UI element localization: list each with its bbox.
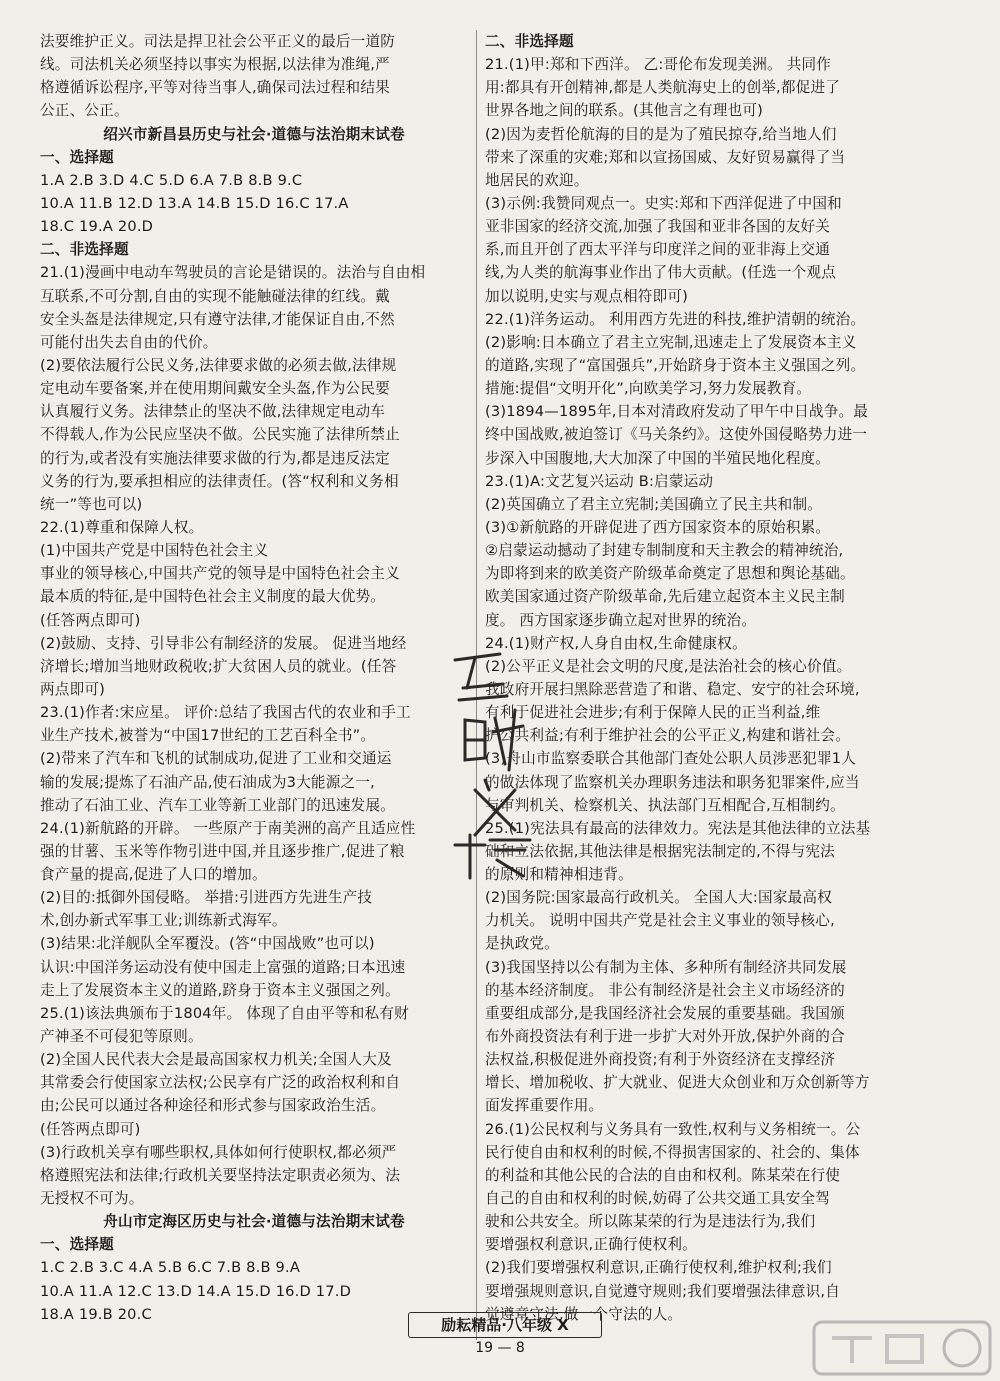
text-line: 欧美国家通过资产阶级革命,先后建立起资本主义民主制 — [485, 588, 845, 606]
text-line: 22.(1)洋务运动。 利用西方先进的科技,维护清朝的统治。 — [485, 310, 866, 328]
text-line: 与审判机关、检察机关、执法部门互相配合,互相制约。 — [485, 796, 845, 814]
handwritten-annotation-icon — [445, 640, 545, 880]
text-line: (2)鼓励、支持、引导非公有制经济的发展。 促进当地经 — [40, 634, 407, 652]
text-line: 觉遵章守法,做一个守法的人。 — [485, 1305, 683, 1323]
text-line: 业生产技术,被誉为“中国17世纪的工艺百科全书”。 — [40, 727, 376, 745]
section-heading: 一、选择题 — [40, 1236, 114, 1254]
text-line: 系,而且开创了西太平洋与印度洋之间的亚非海上交通 — [485, 241, 831, 259]
text-line: (2)国务院:国家最高行政机关。 全国人大:国家最高权 — [485, 889, 833, 907]
text-line: (2)因为麦哲伦航海的目的是为了殖民掠夺,给当地人们 — [485, 125, 837, 143]
text-line: 强的甘薯、玉米等作物引进中国,并且逐步推广,促进了粮 — [40, 842, 405, 860]
text-line: 要增强规则意识,自觉遵守规则;我们要增强法律意识,自 — [485, 1282, 841, 1300]
text-line: 推动了石油工业、汽车工业等新工业部门的迅速发展。 — [40, 796, 396, 814]
watermark-logo-icon — [812, 1318, 992, 1378]
right-column — [485, 30, 925, 1326]
text-line: 1.C 2.B 3.C 4.A 5.B 6.C 7.B 8.B 9.A — [40, 1259, 301, 1277]
text-line: 护公共利益;有利于维护社会的公平正义,构建和谐社会。 — [485, 727, 851, 745]
text-line: 布外商投资法有利于进一步扩大对外开放,保护外商的合 — [485, 1028, 845, 1046]
text-line: (2)公平正义是社会文明的尺度,是法治社会的核心价值。 — [485, 657, 852, 675]
text-line: 线。司法机关必须坚持以事实为根据,以法律为准绳,严 — [40, 56, 390, 74]
text-line: 民行使自由和权利的时候,不得损害国家的、社会的、集体 — [485, 1143, 860, 1161]
text-line: 24.(1)新航路的开辟。 一些原产于南美洲的高产且适应性 — [40, 819, 416, 837]
text-line: 10.A 11.A 12.C 13.D 14.A 15.D 16.D 17.D — [40, 1282, 352, 1300]
text-line: ②启蒙运动撼动了封建专制制度和天主教会的精神统治, — [485, 542, 844, 560]
text-line: 两点即可) — [40, 680, 106, 698]
exam-title: 绍兴市新昌县历史与社会·道德与法治期末试卷 — [103, 125, 405, 143]
text-line: 格遵循诉讼程序,平等对待当事人,确保司法过程和结果 — [40, 79, 390, 97]
text-line: 21.(1)漫画中电动车驾驶员的言论是错误的。法治与自由相 — [40, 264, 426, 282]
text-line: 面发挥重要作用。 — [485, 1097, 604, 1115]
text-line: 产神圣不可侵犯等原则。 — [40, 1028, 203, 1046]
text-line: 走上了发展资本主义的道路,跻身于资本主义强国之列。 — [40, 981, 400, 999]
text-line: 25.(1)该法典颁布于1804年。 体现了自由平等和私有财 — [40, 1004, 409, 1022]
section-heading: 二、非选择题 — [485, 33, 574, 50]
page-number: 19 — 8 — [475, 1340, 525, 1356]
text-line: 术,创办新式军事工业;训练新式海军。 — [40, 912, 287, 930]
text-line: (3)示例:我赞同观点一。史实:郑和下西洋促进了中国和 — [485, 194, 842, 212]
text-line: 有利于促进社会进步;有利于保障人民的正当利益,维 — [485, 704, 821, 722]
text-line: 济增长;增加当地财政税收;扩大贫困人员的就业。(任答 — [40, 657, 397, 675]
text-line: (2)影响:日本确立了君主立宪制,迅速走上了发展资本主义 — [485, 333, 857, 351]
text-line: 的基本经济制度。 非公有制经济是社会主义市场经济的 — [485, 981, 845, 999]
text-line: 可能付出失去自由的代价。 — [40, 333, 218, 351]
text-line: 22.(1)尊重和保障人权。 — [40, 518, 204, 536]
text-line: 为即将到来的欧美资产阶级革命奠定了思想和舆论基础。 — [485, 565, 855, 583]
text-line: (2)我们要增强权利意识,正确行使权利,维护权利;我们 — [485, 1259, 832, 1277]
series-label: 励耘精品·八年级 X — [408, 1312, 602, 1338]
text-line: 加以说明,史实与观点相符即可) — [485, 287, 689, 305]
text-line: 最本质的特征,是中国特色社会主义制度的最大优势。 — [40, 588, 386, 606]
text-line: 认识:中国洋务运动没有使中国走上富强的道路;日本迅速 — [40, 958, 406, 976]
exam-title: 舟山市定海区历史与社会·道德与法治期末试卷 — [103, 1213, 405, 1231]
text-line: (2)全国人民代表大会是最高国家权力机关;全国人大及 — [40, 1051, 392, 1069]
text-line: (2)带来了汽车和飞机的试制成功,促进了工业和交通运 — [40, 750, 392, 768]
text-line: 事业的领导核心,中国共产党的领导是中国特色社会主义 — [40, 565, 400, 583]
text-line: 10.A 11.B 12.D 13.A 14.B 15.D 16.C 17.A — [40, 194, 349, 212]
text-line: 18.C 19.A 20.D — [40, 218, 154, 236]
text-line: 公正、公正。 — [40, 102, 129, 120]
text-line: 21.(1)甲:郑和下西洋。 乙:哥伦布发现美洲。 共同作 — [485, 56, 832, 74]
text-line: 础和立法依据,其他法律是根据宪法制定的,不得与宪法 — [485, 842, 835, 860]
text-line: 终中国战败,被迫签订《马关条约》。这使外国侵略势力进一 — [485, 426, 868, 444]
left-column — [40, 30, 468, 1326]
text-line: 不得载人,作为公民应坚决不做。公民实施了法律所禁止 — [40, 426, 400, 444]
text-line: 的行为,或者没有实施法律要求做的行为,都是违反法定 — [40, 449, 390, 467]
text-line: (2)目的:抵御外国侵略。 举措:引进西方先进生产技 — [40, 889, 373, 907]
text-line: 增长、增加税收、扩大就业、促进大众创业和万众创新等方 — [485, 1074, 870, 1092]
text-line: (2)要依法履行公民义务,法律要求做的必须去做,法律规 — [40, 356, 397, 374]
text-line: (1)中国共产党是中国特色社会主义 — [40, 542, 269, 560]
text-line: (任答两点即可) — [40, 1120, 141, 1138]
text-line: 我政府开展扫黑除恶营造了和谐、稳定、安宁的社会环境, — [485, 680, 860, 698]
text-line: 25.(1)宪法具有最高的法律效力。宪法是其他法律的立法基 — [485, 819, 871, 837]
text-line: 力机关。 说明中国共产党是社会主义事业的领导核心, — [485, 912, 835, 930]
text-line: 无授权不可为。 — [40, 1190, 144, 1208]
text-line: 24.(1)财产权,人身自由权,生命健康权。 — [485, 634, 747, 652]
text-line: 地居民的欢迎。 — [485, 171, 589, 189]
text-line: 认真履行义务。法律禁止的坚决不做,法律规定电动车 — [40, 403, 386, 421]
text-line: 世界各地之间的联系。(其他言之有理也可) — [485, 102, 764, 120]
text-line: 格遵照宪法和法律;行政机关要坚持法定职责必须为、法 — [40, 1166, 401, 1184]
text-line: (3)我国坚持以公有制为主体、多种所有制经济共同发展 — [485, 958, 847, 976]
text-line: 定电动车要备案,并在使用期间戴安全头盔,作为公民要 — [40, 380, 390, 398]
text-line: 法要维护正义。司法是捍卫社会公平正义的最后一道防 — [40, 33, 396, 50]
text-line: 26.(1)公民权利与义务具有一致性,权利与义务相统一。公 — [485, 1120, 861, 1138]
text-line: 用:都具有开创精神,都是人类航海史上的创举,都促进了 — [485, 79, 841, 97]
text-line: 统一”等也可以) — [40, 495, 143, 513]
text-line: 要增强权利意识,正确行使权利。 — [485, 1236, 697, 1254]
text-line: (3)舟山市监察委联合其他部门查处公职人员涉恶犯罪1人 — [485, 750, 857, 768]
section-heading: 一、选择题 — [40, 148, 114, 166]
section-heading: 二、非选择题 — [40, 241, 129, 259]
text-line: 措施:提倡“文明开化”,向欧美学习,努力发展教育。 — [485, 380, 812, 398]
text-line: 23.(1)作者:宋应星。 评价:总结了我国古代的农业和手工 — [40, 704, 411, 722]
text-line: 的利益和其他公民的合法的自由和权利。陈某荣在行使 — [485, 1166, 841, 1184]
text-line: 自己的自由和权利的时候,妨碍了公共交通工具安全驾 — [485, 1190, 831, 1208]
text-line: (2)英国确立了君主立宪制;美国确立了民主共和制。 — [485, 495, 823, 513]
text-line: (3)结果:北洋舰队全军覆没。(答“中国战败”也可以) — [40, 935, 375, 953]
text-line: 的道路,实现了“富国强兵”,开始跻身于资本主义强国之列。 — [485, 356, 866, 374]
text-line: (3)1894—1895年,日本对清政府发动了甲午中日战争。最 — [485, 403, 869, 421]
text-line: 度。 西方国家逐步确立起对世界的统治。 — [485, 611, 757, 629]
text-line: 安全头盔是法律规定,只有遵守法律,才能保证自由,不然 — [40, 310, 395, 328]
text-line: 的原则和精神相违背。 — [485, 866, 633, 884]
text-line: 1.A 2.B 3.D 4.C 5.D 6.A 7.B 8.B 9.C — [40, 171, 303, 189]
text-line: 18.A 19.B 20.C — [40, 1305, 152, 1323]
text-line: 驶和公共安全。所以陈某荣的行为是违法行为,我们 — [485, 1213, 816, 1231]
text-line: 输的发展;提炼了石油产品,使石油成为3大能源之一, — [40, 773, 375, 791]
text-line: 互联系,不可分割,自由的实现不能触碰法律的红线。戴 — [40, 287, 390, 305]
text-line: 重要组成部分,是我国经济社会发展的重要基础。我国颁 — [485, 1004, 845, 1022]
text-line: 其常委会行使国家立法权;公民享有广泛的政治权利和自 — [40, 1074, 401, 1092]
text-line: 是执政党。 — [485, 935, 559, 953]
text-line: 义务的行为,要承担相应的法律责任。(答“权利和义务相 — [40, 472, 399, 490]
text-line: 线,为人类的航海事业作出了伟大贡献。(任选一个观点 — [485, 264, 836, 282]
text-line: 由;公民可以通过各种途径和形式参与国家政治生活。 — [40, 1097, 386, 1115]
text-line: 的做法体现了监察机关办理职务违法和职务犯罪案件,应当 — [485, 773, 860, 791]
text-line: 带来了深重的灾难;郑和以宣扬国威、友好贸易赢得了当 — [485, 148, 846, 166]
text-line: 法权益,积极促进外商投资;有利于外资经济在支撑经济 — [485, 1051, 836, 1069]
text-line: 步深入中国腹地,大大加深了中国的半殖民地化程度。 — [485, 449, 831, 467]
text-line: (任答两点即可) — [40, 611, 141, 629]
text-line: (3)①新航路的开辟促进了西方国家资本的原始积累。 — [485, 518, 831, 536]
text-line: 23.(1)A:文艺复兴运动 B:启蒙运动 — [485, 472, 714, 490]
text-line: 食产量的提高,促进了人口的增加。 — [40, 866, 267, 884]
text-line: (3)行政机关享有哪些职权,具体如何行使职权,都必须严 — [40, 1143, 397, 1161]
text-line: 亚非国家的经济交流,加强了我国和亚非各国的友好关 — [485, 218, 831, 236]
